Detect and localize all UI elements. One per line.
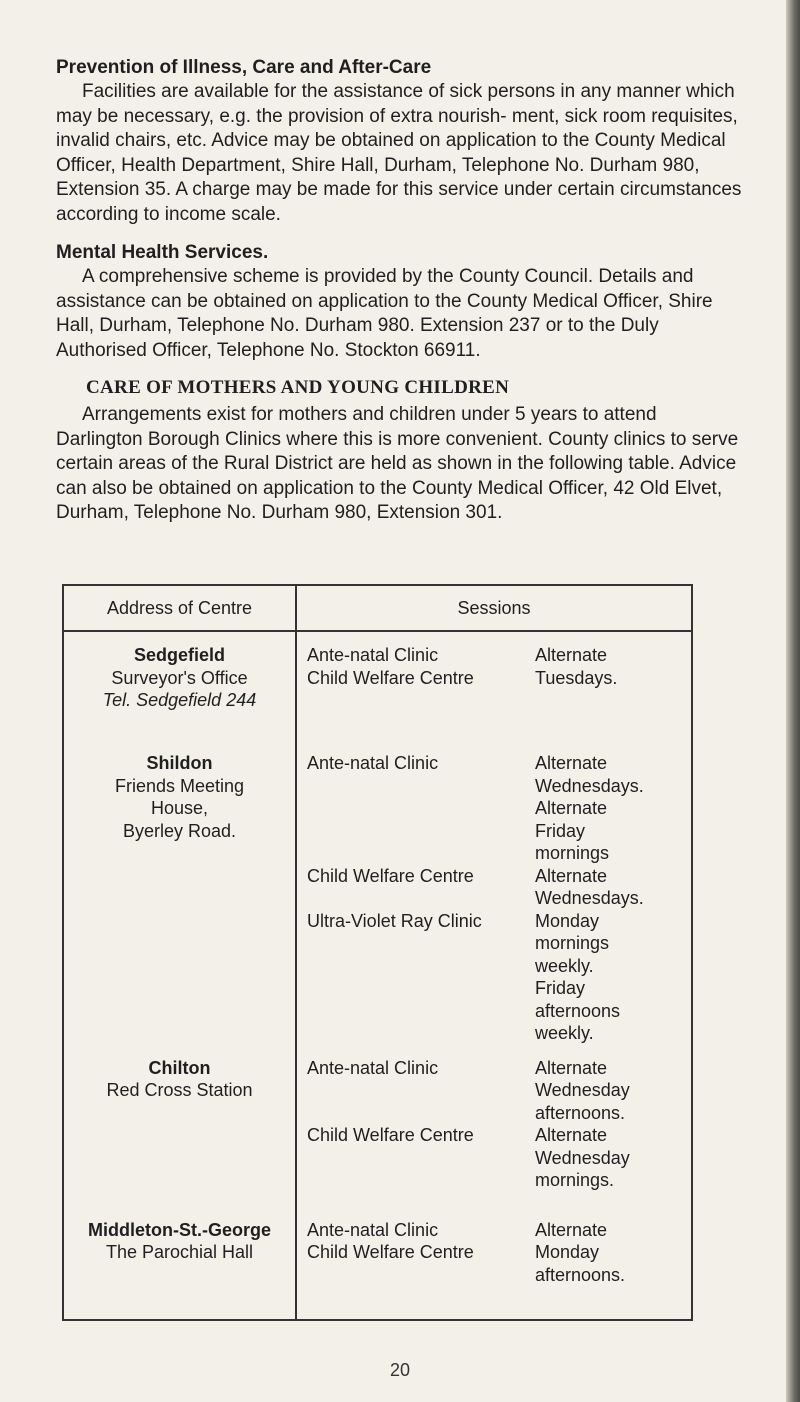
centre-address-line: The Parochial Hall <box>105 1242 254 1262</box>
table-body <box>63 631 692 1320</box>
session-type: Ante-natal Clinic <box>307 753 439 773</box>
sessions-list <box>297 1207 691 1287</box>
section-mothers <box>56 377 746 526</box>
table-row <box>63 740 692 1045</box>
sessions-cell <box>296 631 692 740</box>
centre-address-line: Friends Meeting <box>114 775 245 796</box>
centre-address-line: House, <box>150 798 209 818</box>
session-type: Ante-natal Clinic <box>307 1219 439 1240</box>
section-body: A comprehensive scheme is provided by the County Council. Details and assistance can be obtained on application to the County Medical Officer, Shire Hall, Durham, Telephone No. Durham 980. Extension 237 or to the Duly Authorised Officer, Telephone No. Stockton 66911. <box>56 266 713 361</box>
centre-name: Chilton <box>148 1057 211 1078</box>
centre-telephone: Tel. Sedgefield 244 <box>102 690 257 710</box>
section-body: Arrangements exist for mothers and children under 5 years to attend Darlington Borough Clinics where this is more convenient. County clinics to serve certain areas of the Rural District are held as shown in the following table. Advice can also be obtained on application to the County Medical Officer, 42 Old Elvet, Durham, Telephone No. Durham 980, Extension 301. <box>56 404 739 523</box>
table-row <box>63 631 692 740</box>
centre-address-line: Byerley Road. <box>122 820 237 841</box>
table-row <box>63 1207 692 1320</box>
session-time: Alternate Wednesday afternoons. <box>535 1057 630 1123</box>
section-prevention <box>56 56 746 227</box>
session-time: Tuesdays. <box>535 667 618 688</box>
address-cell <box>63 1207 296 1320</box>
address-cell <box>63 1045 296 1207</box>
session-type: Child Welfare Centre <box>307 865 474 886</box>
address-cell <box>63 631 296 740</box>
table-row <box>63 1045 692 1207</box>
sessions-list <box>297 740 691 1045</box>
centre-address-line: Surveyor's Office <box>111 667 248 688</box>
document-page <box>56 56 746 540</box>
session-type: Child Welfare Centre <box>307 1242 474 1262</box>
session-time: Alternate Wednesday mornings. <box>535 1125 630 1190</box>
page-number: 20 <box>389 1360 411 1380</box>
section-heading: CARE OF MOTHERS AND YOUNG CHILDREN <box>86 377 510 398</box>
section-body: Facilities are available for the assistance of sick persons in any manner which may be necessary, e.g. the provision of extra nourish- ment, sick room requisites, invalid chairs, etc. Advice may be obtained on application to the County Medical Officer, Health Department, Shire Hall, Durham, Telephone No. Durham 980, Extension 35. A charge may be made for this service under certain circumstances according to income scale. <box>56 81 742 225</box>
session-time: Alternate <box>535 645 608 665</box>
page-edge-shadow <box>786 0 800 1402</box>
section-heading: Mental Health Services. <box>56 242 269 263</box>
session-type: Ante-natal Clinic <box>307 1057 439 1078</box>
section-heading: Prevention of Illness, Care and After-Care <box>56 57 432 78</box>
session-type: Child Welfare Centre <box>307 667 474 688</box>
section-mental-health <box>56 241 746 363</box>
centre-name: Sedgefield <box>133 645 226 665</box>
session-time: Monday mornings weekly. Friday afternoons weekly. <box>535 910 621 1043</box>
session-time: Alternate Wednesdays. Alternate Friday mornings <box>535 753 644 863</box>
session-time: Monday afternoons. <box>535 1242 626 1285</box>
session-type: Ultra-Violet Ray Clinic <box>307 910 482 931</box>
clinic-table <box>62 584 693 1321</box>
session-time: Alternate <box>535 1219 608 1240</box>
centre-name: Shildon <box>146 753 213 773</box>
address-cell <box>63 740 296 1045</box>
sessions-cell <box>296 1207 692 1320</box>
centre-name: Middleton-St.-George <box>88 1219 271 1240</box>
session-time: Alternate Wednesdays. <box>535 865 644 908</box>
sessions-cell <box>296 1045 692 1207</box>
session-type: Ante-natal Clinic <box>307 645 439 665</box>
header-sessions: Sessions <box>296 585 692 631</box>
sessions-list <box>297 632 691 689</box>
centre-address-line: Red Cross Station <box>106 1080 253 1100</box>
sessions-list <box>297 1045 691 1192</box>
sessions-cell <box>296 740 692 1045</box>
header-address: Address of Centre <box>63 585 296 631</box>
session-type: Child Welfare Centre <box>307 1125 474 1145</box>
table-header-row <box>63 585 692 631</box>
